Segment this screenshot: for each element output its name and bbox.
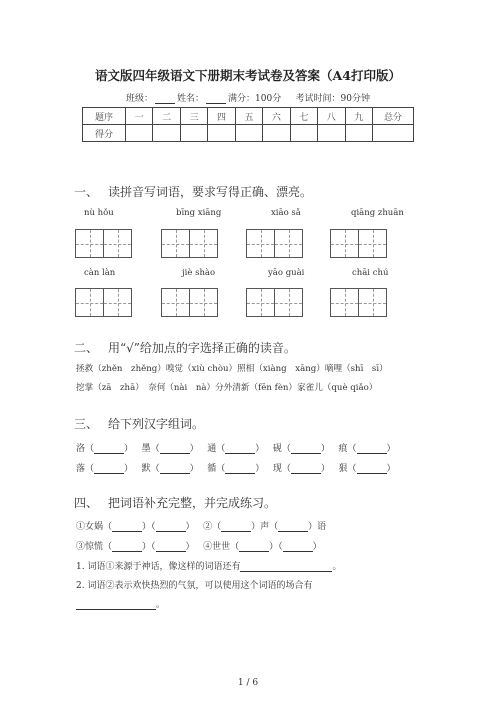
grid-cell[interactable] (246, 229, 275, 258)
answer-blank[interactable] (283, 542, 313, 552)
exam-info (0, 91, 496, 104)
idiom-text: ）语 (308, 522, 327, 532)
section-1-heading (74, 183, 312, 200)
score-input-cell[interactable] (318, 125, 345, 142)
question-2-answer (76, 597, 165, 610)
answer-blank[interactable] (94, 444, 124, 454)
writing-grid[interactable] (330, 229, 386, 258)
score-label: 满分：100分 (228, 94, 282, 104)
idiom-text: ） (185, 522, 195, 532)
score-cell: 二 (153, 108, 180, 125)
grid-cell[interactable] (358, 229, 387, 258)
score-cell: 七 (290, 108, 317, 125)
char: 痕 (338, 444, 348, 454)
grid-cell[interactable] (103, 288, 132, 317)
idiom-text: ）声（ (251, 522, 279, 532)
pinyin-label: qiāng zhuān (351, 208, 404, 218)
char: 默 (141, 464, 151, 474)
word-group-row-1: 洛（ ） 墨（ ） 通（ ） 砚（ ） 痕（ ） (76, 444, 396, 454)
char: 洛 (76, 444, 86, 454)
grid-cell[interactable] (161, 229, 190, 258)
question-1 (76, 559, 341, 572)
answer-blank[interactable] (240, 562, 332, 572)
score-cell: 总分 (373, 108, 414, 125)
section-text: 把词语补充完整，并完成练习。 (108, 496, 277, 510)
answer-blank[interactable] (156, 522, 186, 532)
score-cell: 题序 (83, 108, 126, 125)
page-number: 1 / 6 (237, 678, 259, 688)
idiom-text: ） (185, 542, 195, 552)
score-cell: 八 (318, 108, 345, 125)
idiom-text: ） (312, 542, 322, 552)
idiom-text: ）（ (142, 522, 156, 532)
answer-blank[interactable] (112, 522, 142, 532)
writing-grid[interactable] (75, 229, 131, 258)
time-label: 考试时间：90分钟 (295, 94, 370, 104)
question-end: 。 (156, 600, 166, 610)
section-text: 用“√”给加点的字选择正确的读音。 (108, 341, 296, 355)
answer-blank[interactable] (291, 464, 321, 474)
idiom-line-1 (76, 519, 326, 532)
score-table-header-row (83, 108, 414, 125)
grid-cell[interactable] (161, 288, 190, 317)
answer-blank[interactable] (357, 464, 387, 474)
question-text: 2. 词语②表示欢快热烈的气氛，可以使用这个词语的场合有 (76, 581, 313, 591)
score-cell: 九 (345, 108, 373, 125)
grid-cell[interactable] (189, 288, 218, 317)
score-cell: 六 (263, 108, 290, 125)
question-2 (76, 578, 312, 591)
answer-blank[interactable] (221, 522, 251, 532)
char: 墨 (141, 444, 151, 454)
char: 通 (207, 444, 217, 454)
idiom-text: ①女娲（ (76, 522, 113, 532)
pinyin-label: xiāo sǎ (271, 208, 301, 218)
question-end: 。 (332, 562, 342, 572)
idiom-text: ②（ (203, 522, 222, 532)
score-row-label: 得分 (83, 125, 126, 142)
score-input-cell[interactable] (290, 125, 317, 142)
pinyin-label: jiè shào (182, 268, 216, 278)
answer-blank[interactable] (160, 464, 190, 474)
idiom-text: ）（ (142, 542, 156, 552)
score-input-cell[interactable] (208, 125, 235, 142)
reading-line-2: 挖掌（zā zhā） 奈何（nài nà）分外清新（fēn fèn）家雀儿（què qiǎo） (76, 383, 378, 393)
answer-blank[interactable] (357, 444, 387, 454)
char: 砚 (272, 444, 282, 454)
pinyin-label: nù hǒu (84, 208, 114, 218)
answer-blank[interactable] (291, 444, 321, 454)
grid-cell[interactable] (246, 288, 275, 317)
char: 循 (207, 464, 217, 474)
class-label: 班级： (126, 94, 154, 104)
writing-grid[interactable] (330, 288, 386, 317)
score-cell: 三 (180, 108, 207, 125)
name-blank (206, 94, 226, 104)
score-input-cell[interactable] (373, 125, 414, 142)
idiom-text: ③惊慌（ (76, 542, 113, 552)
page-title: 语文版四年级语文下册期末考试卷及答案（A4打印版） (95, 68, 401, 83)
reading-line-1: 拯救（zhěn zhěng）嗅觉（xiù chòu）照相（xiàng xāng）嘀哩（shī sī） (76, 364, 388, 374)
score-input-cell[interactable] (153, 125, 180, 142)
name-label: 姓名： (177, 94, 205, 104)
score-cell: 一 (126, 108, 153, 125)
score-input-cell[interactable] (345, 125, 373, 142)
grid-cell[interactable] (358, 288, 387, 317)
idiom-line-2 (76, 539, 322, 552)
answer-blank[interactable] (160, 444, 190, 454)
grid-cell[interactable] (189, 229, 218, 258)
char: 狠 (338, 464, 348, 474)
section-number: 三、 (74, 417, 99, 431)
section-4-heading (74, 494, 276, 511)
pinyin-label: càn làn (84, 268, 116, 278)
question-text: 1. 词语①来源于神话，像这样的词语还有 (76, 562, 241, 572)
section-number: 一、 (74, 185, 99, 199)
score-input-cell[interactable] (263, 125, 290, 142)
writing-grid[interactable] (161, 229, 217, 258)
idiom-text: ④世世（ (203, 542, 240, 552)
answer-blank[interactable] (156, 542, 186, 552)
pinyin-label: chāi chú (352, 268, 389, 278)
grid-cell[interactable] (75, 229, 104, 258)
grid-cell[interactable] (330, 288, 359, 317)
section-2-heading (74, 339, 296, 356)
section-text: 给下列汉字组词。 (108, 417, 205, 431)
grid-cell[interactable] (75, 288, 104, 317)
section-3-heading (74, 415, 204, 432)
word-group-row-2: 落（ ） 默（ ） 循（ ） 现（ ） 狠（ ） (76, 464, 396, 474)
answer-blank[interactable] (239, 542, 269, 552)
answer-blank[interactable] (76, 600, 156, 610)
pinyin-label: bīng xiāng (176, 208, 222, 218)
idiom-text: ）（ (269, 542, 283, 552)
grid-cell[interactable] (330, 229, 359, 258)
grid-cell[interactable] (274, 229, 303, 258)
section-text: 读拼音写词语，要求写得正确、漂亮。 (108, 185, 313, 199)
score-cell: 五 (235, 108, 262, 125)
grid-cell[interactable] (274, 288, 303, 317)
score-input-cell[interactable] (126, 125, 153, 142)
grid-cell[interactable] (103, 229, 132, 258)
writing-grid[interactable] (246, 229, 302, 258)
char: 落 (76, 464, 86, 474)
score-input-cell[interactable] (180, 125, 207, 142)
score-input-cell[interactable] (235, 125, 262, 142)
char: 现 (272, 464, 282, 474)
score-table (82, 107, 414, 142)
section-number: 四、 (74, 496, 99, 510)
answer-blank[interactable] (94, 464, 124, 474)
score-cell: 四 (208, 108, 235, 125)
answer-blank[interactable] (225, 444, 255, 454)
answer-blank[interactable] (112, 542, 142, 552)
pinyin-label: yāo guài (268, 268, 305, 278)
section-number: 二、 (74, 341, 99, 355)
score-table-score-row (83, 125, 414, 142)
class-blank (155, 94, 175, 104)
writing-grid[interactable] (75, 288, 131, 317)
writing-grid[interactable] (246, 288, 302, 317)
writing-grid[interactable] (161, 288, 217, 317)
answer-blank[interactable] (225, 464, 255, 474)
answer-blank[interactable] (278, 522, 308, 532)
